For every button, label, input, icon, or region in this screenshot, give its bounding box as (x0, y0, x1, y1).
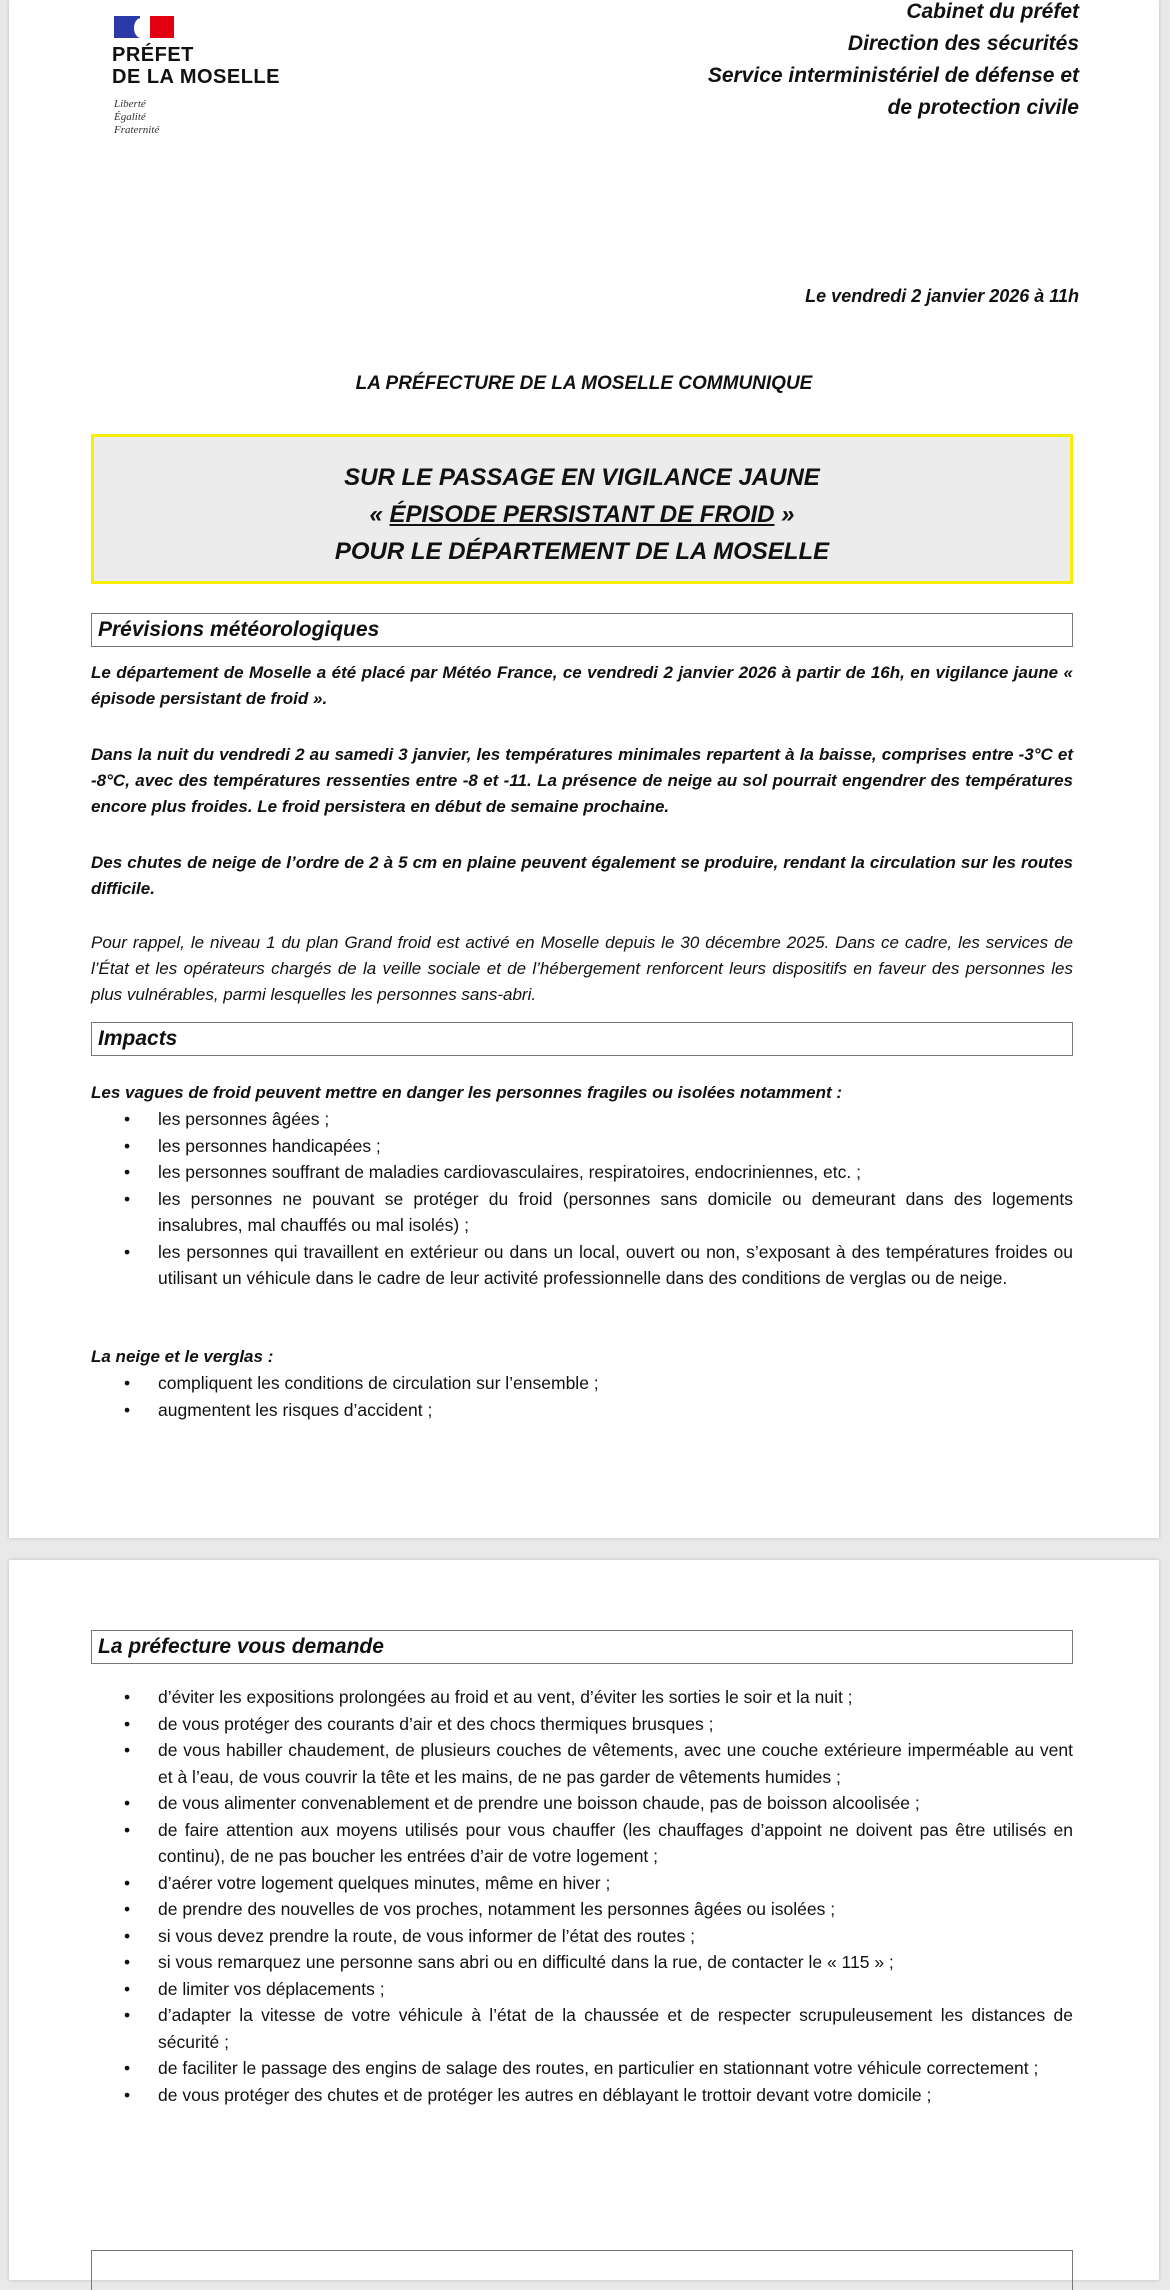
bullet-icon: • (124, 1793, 131, 1813)
impacts-snow-list (91, 1370, 1073, 1423)
bullet-icon: • (124, 1109, 131, 1129)
alert-line-3: POUR LE DÉPARTEMENT DE LA MOSELLE (334, 538, 830, 565)
vigilance-alert-box (91, 434, 1073, 584)
list-item: • de faire attention aux moyens utilisés pour vous chauffer (les chauffages d’appoint ne doivent pas être utilisés en continu), de ne pas boucher les entrées d’air de votre logement ; (91, 1817, 1073, 1870)
bullet-icon: • (124, 2084, 131, 2105)
release-date: Le vendredi 2 janvier 2026 à 11h (805, 286, 1079, 306)
list-item: • de vous alimenter convenablement et de prendre une boisson chaude, pas de boisson alcoolisée ; (91, 1790, 1073, 1817)
bullet-icon: • (124, 1162, 131, 1182)
bullet-icon: • (124, 1978, 131, 1999)
bullet-icon: • (124, 2005, 131, 2025)
list-item: • les personnes handicapées ; (91, 1133, 1073, 1160)
impacts-cold-list (91, 1106, 1073, 1292)
section-heading-previsions: Prévisions météorologiques (91, 613, 1073, 647)
alert-line-2: « ÉPISODE PERSISTANT DE FROID » (369, 501, 795, 528)
list-item: • de prendre des nouvelles de vos proches, notamment les personnes âgées ou isolées ; (91, 1896, 1073, 1923)
list-item: • les personnes ne pouvant se protéger du froid (personnes sans domicile ou demeurant dans des logements insalubres, mal chauffés ou mal isolés) ; (91, 1186, 1073, 1239)
bullet-icon: • (124, 1687, 131, 1707)
bullet-icon: • (124, 1188, 131, 1209)
next-section-box-edge (91, 2250, 1073, 2290)
previsions-paragraph-3: Des chutes de neige de l’ordre de 2 à 5 cm en plaine peuvent également se produire, rendant la circulation sur les routes difficile. (91, 853, 1073, 898)
bullet-icon: • (124, 1399, 131, 1420)
alert-line-1: SUR LE PASSAGE EN VIGILANCE JAUNE (344, 464, 820, 491)
impacts-snow-lead: La neige et le verglas : (91, 1347, 274, 1366)
list-item: • les personnes âgées ; (91, 1106, 1073, 1133)
list-item: • d’adapter la vitesse de votre véhicule à l’état de la chaussée et de respecter scrupuleusement les distances de sécurité ; (91, 2002, 1073, 2055)
previsions-paragraph-1: Le département de Moselle a été placé par Météo France, ce vendredi 2 janvier 2026 à partir de 16h, en vigilance jaune « épisode persistant de froid ». (91, 663, 1073, 708)
impacts-cold-lead: Les vagues de froid peuvent mettre en danger les personnes fragiles ou isolées notamment : (91, 1083, 843, 1102)
list-item: • d’aérer votre logement quelques minutes, même en hiver ; (91, 1870, 1073, 1897)
document-page-2 (9, 1560, 1159, 2280)
list-item: • si vous remarquez une personne sans abri ou en difficulté dans la rue, de contacter le « 115 » ; (91, 1949, 1073, 1976)
list-item: • les personnes qui travaillent en extérieur ou dans un local, ouvert ou non, s’exposant à des températures froides ou utilisant un véhicule dans le cadre de leur activité professionnelle dans des conditions de verglas ou de neige. (91, 1239, 1073, 1292)
list-item: • de vous protéger des chutes et de protéger les autres en déblayant le trottoir devant votre domicile ; (91, 2082, 1073, 2109)
bullet-icon: • (124, 1713, 131, 1734)
issuing-service: Cabinet du préfet Direction des sécurités Service interministériel de défense et de protection civile (707, 0, 1079, 119)
bullet-icon: • (124, 1925, 131, 1946)
list-item: • de faciliter le passage des engins de salage des routes, en particulier en stationnant votre véhicule correctement ; (91, 2055, 1073, 2082)
bullet-icon: • (124, 1135, 131, 1156)
marianne-flag-icon (114, 16, 174, 38)
demande-list (91, 1684, 1073, 2108)
document-page-1 (9, 0, 1159, 1538)
bullet-icon: • (124, 1241, 131, 1262)
list-item: • si vous devez prendre la route, de vous informer de l’état des routes ; (91, 1923, 1073, 1950)
previsions-paragraph-4: Pour rappel, le niveau 1 du plan Grand froid est activé en Moselle depuis le 30 décembre 2025. Dans ce cadre, les services de l’État et les opérateurs chargés de la veille sociale et de l’hébergement renforcent leurs dispositifs en faveur des personnes les plus vulnérables, parmi lesquelles les personnes sans-abri. (91, 933, 1073, 1004)
logo-title: PRÉFET DE LA MOSELLE (112, 44, 280, 88)
bullet-icon: • (124, 1952, 131, 1972)
section-heading-impacts: Impacts (91, 1022, 1073, 1056)
bullet-icon: • (124, 1872, 131, 1893)
bullet-icon: • (124, 1819, 131, 1840)
bullet-icon: • (124, 2058, 131, 2078)
bullet-icon: • (124, 1373, 131, 1393)
list-item: • de vous protéger des courants d’air et des chocs thermiques brusques ; (91, 1711, 1073, 1738)
list-item: • les personnes souffrant de maladies cardiovasculaires, respiratoires, endocriniennes, etc. ; (91, 1159, 1073, 1186)
bullet-icon: • (124, 1740, 131, 1760)
republic-motto: Liberté Égalité Fraternité (114, 98, 160, 136)
communique-heading: LA PRÉFECTURE DE LA MOSELLE COMMUNIQUE (355, 373, 813, 394)
list-item: • d’éviter les expositions prolongées au froid et au vent, d’éviter les sorties le soir et la nuit ; (91, 1684, 1073, 1711)
list-item: • compliquent les conditions de circulation sur l’ensemble ; (91, 1370, 1073, 1397)
section-heading-demande: La préfecture vous demande (91, 1630, 1073, 1664)
list-item: • de limiter vos déplacements ; (91, 1976, 1073, 2003)
previsions-paragraph-2: Dans la nuit du vendredi 2 au samedi 3 janvier, les températures minimales repartent à la baisse, comprises entre -3°C et -8°C, avec des températures ressenties entre -8 et -11. La présence de neige au sol pourrait engendrer des températures encore plus froides. Le froid persistera en début de semaine prochaine. (91, 745, 1073, 816)
list-item: • de vous habiller chaudement, de plusieurs couches de vêtements, avec une couche extérieure imperméable au vent et à l’eau, de vous couvrir la tête et les mains, de ne pas garder de vêtements humides ; (91, 1737, 1073, 1790)
list-item: • augmentent les risques d’accident ; (91, 1397, 1073, 1424)
bullet-icon: • (124, 1899, 131, 1919)
